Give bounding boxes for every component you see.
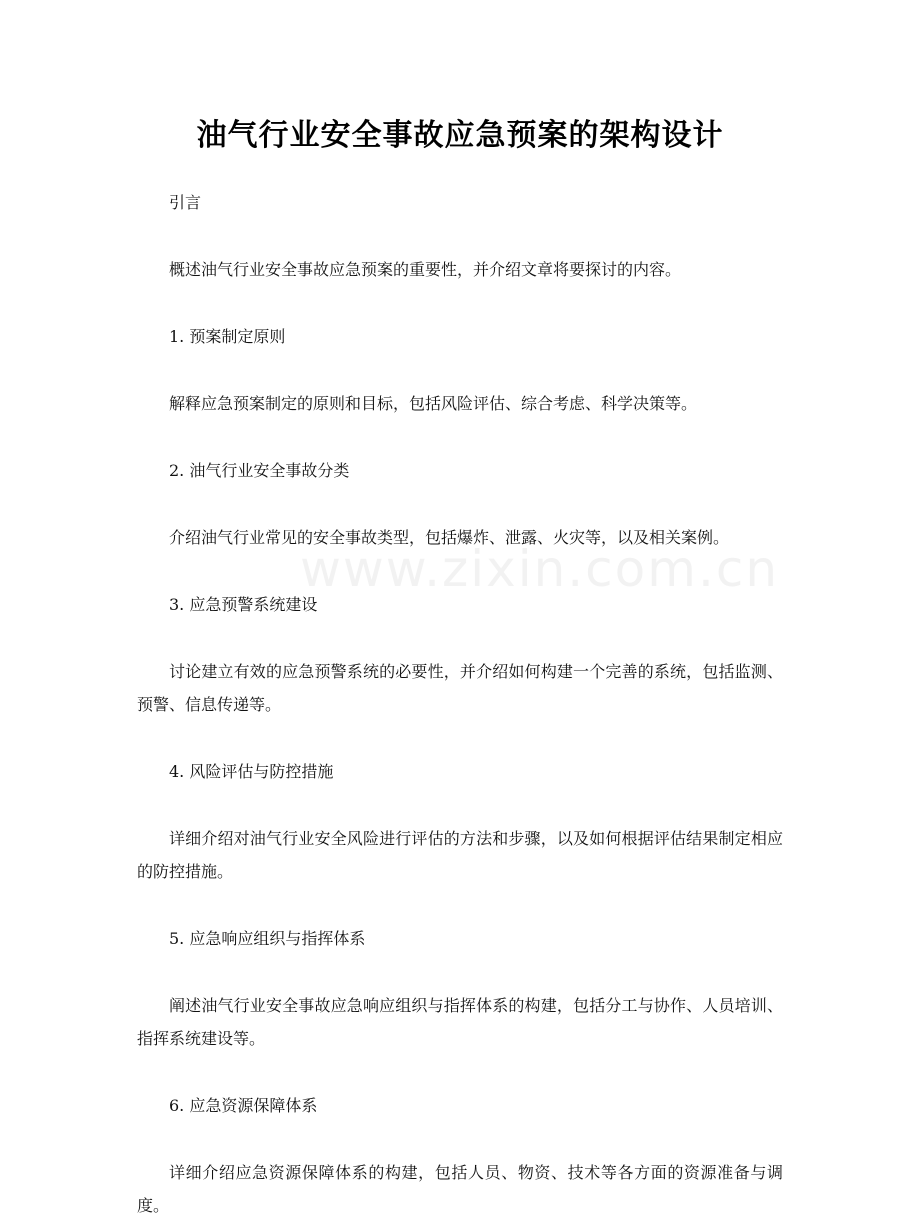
section-body-5: 阐述油气行业安全事故应急响应组织与指挥体系的构建，包括分工与协作、人员培训、指挥系统建设等。: [137, 996, 783, 1048]
section-heading-intro: 引言: [169, 193, 202, 212]
section-heading-1: 1. 预案制定原则: [169, 327, 286, 346]
section-heading-3: 3. 应急预警系统建设: [169, 595, 318, 614]
page-title: 油气行业安全事故应急预案的架构设计: [196, 118, 724, 153]
section-body-1: 解释应急预案制定的原则和目标，包括风险评估、综合考虑、科学决策等。: [169, 394, 698, 413]
section-body-intro: 概述油气行业安全事故应急预案的重要性，并介绍文章将要探讨的内容。: [169, 260, 682, 279]
section-heading-4: 4. 风险评估与防控措施: [169, 762, 334, 781]
section-body-6: 详细介绍应急资源保障体系的构建，包括人员、物资、技术等各方面的资源准备与调度。: [137, 1163, 783, 1215]
section-body-2: 介绍油气行业常见的安全事故类型，包括爆炸、泄露、火灾等，以及相关案例。: [169, 528, 730, 547]
document-body: [137, 186, 783, 1222]
watermark: www.zixin.com.cn: [300, 540, 780, 598]
section-heading-6: 6. 应急资源保障体系: [169, 1096, 318, 1115]
section-heading-5: 5. 应急响应组织与指挥体系: [169, 929, 366, 948]
section-body-3: 讨论建立有效的应急预警系统的必要性，并介绍如何构建一个完善的系统，包括监测、预警、信息传递等。: [137, 662, 783, 714]
section-body-4: 详细介绍对油气行业安全风险进行评估的方法和步骤，以及如何根据评估结果制定相应的防控措施。: [137, 829, 783, 881]
section-heading-2: 2. 油气行业安全事故分类: [169, 461, 350, 480]
